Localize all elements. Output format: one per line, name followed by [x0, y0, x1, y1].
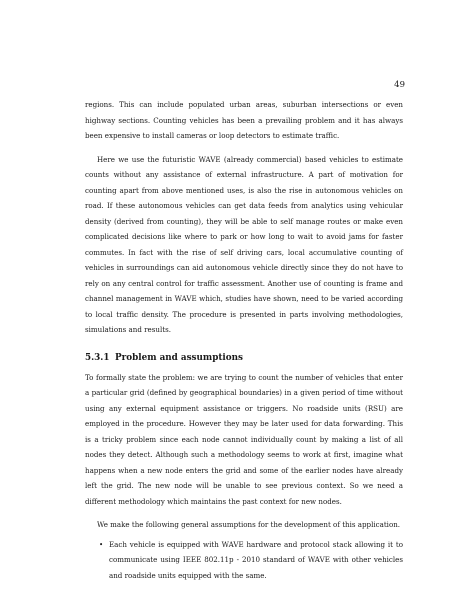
page-number: 49 [394, 80, 405, 90]
section-heading [85, 352, 403, 364]
list-item-text: Each vehicle is equipped with WAVE hardware and protocol stack allowing it to communicate using IEEE 802.11p - 2010 standard of WAVE with other vehicles and roadside units equipped with the same. [109, 539, 403, 580]
paragraph-motivation: Here we use the futuristic WAVE (already commercial) based vehicles to estimate counts without any assistance of external infrastructure. A part of motivation for counting apart from above mentioned uses, is also the rise in autonomous vehicles on road. If these autonomous vehicles can get data feeds from analytics using vehicular density (derived from counting), they will be able to self manage routes or make even complicated decisions like where to park or how long to wait to avoid jams for faster commutes. In fact with the rise of self driving cars, local accumulative counting of vehicles in surroundings can aid autonomous vehicle directly since they do not have to rely on any central control for traffic assessment. Another use of counting is frame and channel management in WAVE which, studies have shown, need to be varied according to local traffic density. The procedure is presented in parts involving methodologies, simulations and results. [85, 154, 403, 334]
list-item [99, 537, 403, 584]
paragraph-assumptions-intro: We make the following general assumptions for the development of this application. [97, 520, 401, 529]
assumptions-list [85, 537, 403, 584]
paragraph-problem-statement: To formally state the problem: we are trying to count the number of vehicles that enter a particular grid (defined by geographical boundaries) in a given period of time without using any external equipment assistance or triggers. No roadside units (RSU) are employed in the procedure. However they may be later used for data forwarding. This is a tricky problem since each node cannot individually count by making a list of all nodes they detect. Although such a methodology seems to work at first, imagine what happens when a new node enters the grid and some of the earlier nodes have already left the grid. The new node will be unable to see previous context. So we need a different methodology which maintains the past context for new nodes. [85, 372, 403, 506]
section-title: Problem and assumptions [115, 352, 243, 363]
paragraph-continuation: regions. This can include populated urban areas, suburban intersections or even highway sections. Counting vehicles has been a prevailing problem and it has always been expensive to install cameras or loop detectors to estimate traffic. [85, 100, 403, 140]
bullet-icon: • [99, 539, 104, 549]
section-number: 5.3.1 [85, 352, 110, 363]
page-body [85, 97, 403, 583]
